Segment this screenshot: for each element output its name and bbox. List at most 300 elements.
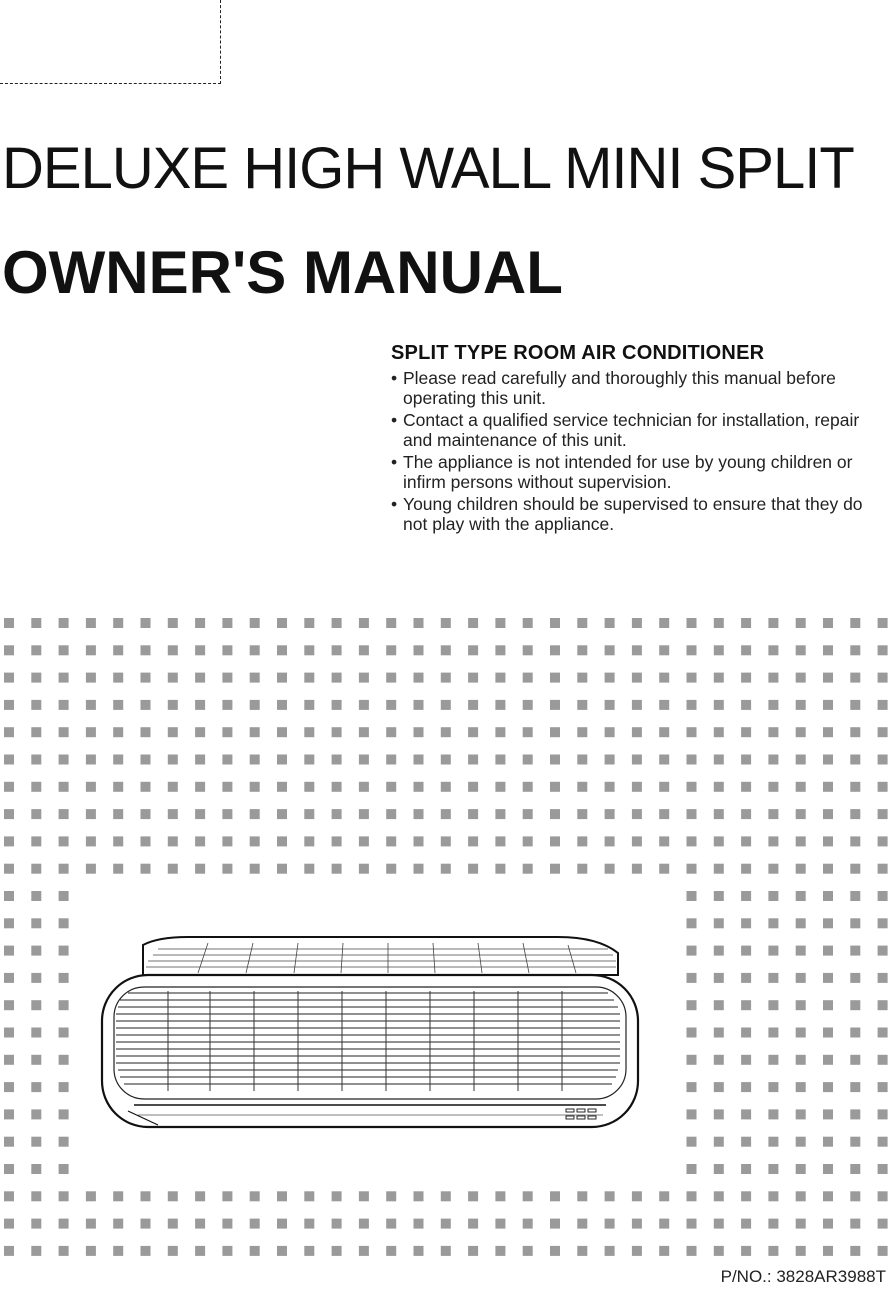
- pattern-dot: [168, 700, 178, 710]
- pattern-dot: [359, 1191, 369, 1201]
- pattern-dot: [768, 700, 778, 710]
- pattern-dot: [741, 782, 751, 792]
- pattern-dot: [277, 700, 287, 710]
- pattern-dot: [141, 1246, 151, 1256]
- pattern-dot: [550, 700, 560, 710]
- pattern-dot: [878, 891, 888, 901]
- pattern-dot: [86, 809, 96, 819]
- pattern-dot: [141, 727, 151, 737]
- pattern-dot: [250, 782, 260, 792]
- pattern-dot: [550, 836, 560, 846]
- pattern-dot: [386, 864, 396, 874]
- pattern-dot: [4, 809, 14, 819]
- pattern-dot: [878, 864, 888, 874]
- pattern-dot: [31, 1000, 41, 1010]
- pattern-dot: [714, 755, 724, 765]
- pattern-dot: [714, 946, 724, 956]
- pattern-dot: [878, 645, 888, 655]
- safety-note: • Please read carefully and thoroughly this manual before operating this unit.: [391, 369, 881, 408]
- pattern-dot: [414, 673, 424, 683]
- pattern-dot: [878, 973, 888, 983]
- pattern-dot: [195, 782, 205, 792]
- pattern-dot: [823, 1246, 833, 1256]
- pattern-dot: [823, 1082, 833, 1092]
- pattern-dot: [332, 645, 342, 655]
- pattern-dot: [441, 809, 451, 819]
- pattern-dot: [304, 1191, 314, 1201]
- pattern-dot: [687, 727, 697, 737]
- pattern-dot: [714, 1082, 724, 1092]
- pattern-dot: [359, 1219, 369, 1229]
- pattern-dot: [523, 673, 533, 683]
- part-number: P/NO.: 3828AR3988T: [720, 1267, 886, 1286]
- pattern-dot: [113, 645, 123, 655]
- pattern-dot: [304, 1219, 314, 1229]
- pattern-dot: [523, 618, 533, 628]
- pattern-dot: [359, 618, 369, 628]
- pattern-dot: [577, 1219, 587, 1229]
- pattern-dot: [386, 1191, 396, 1201]
- pattern-dot: [414, 864, 424, 874]
- pattern-dot: [59, 946, 69, 956]
- pattern-dot: [59, 1055, 69, 1065]
- pattern-dot: [878, 836, 888, 846]
- pattern-dot: [850, 1055, 860, 1065]
- pattern-dot: [796, 700, 806, 710]
- pattern-dot: [31, 1191, 41, 1201]
- pattern-dot: [113, 727, 123, 737]
- pattern-dot: [605, 618, 615, 628]
- pattern-dot: [495, 836, 505, 846]
- pattern-dot: [796, 1028, 806, 1038]
- pattern-dot: [823, 1164, 833, 1174]
- pattern-dot: [250, 700, 260, 710]
- pattern-dot: [741, 673, 751, 683]
- pattern-dot: [687, 1191, 697, 1201]
- pattern-dot: [605, 864, 615, 874]
- pattern-dot: [468, 836, 478, 846]
- pattern-dot: [277, 645, 287, 655]
- pattern-dot: [304, 700, 314, 710]
- pattern-dot: [386, 1246, 396, 1256]
- pattern-dot: [659, 645, 669, 655]
- pattern-dot: [277, 755, 287, 765]
- pattern-dot: [796, 727, 806, 737]
- pattern-dot: [86, 645, 96, 655]
- pattern-dot: [823, 1028, 833, 1038]
- pattern-dot: [195, 618, 205, 628]
- pattern-dot: [523, 727, 533, 737]
- pattern-dot: [768, 946, 778, 956]
- pattern-dot: [250, 755, 260, 765]
- pattern-dot: [386, 727, 396, 737]
- pattern-dot: [441, 755, 451, 765]
- pattern-dot: [59, 618, 69, 628]
- pattern-dot: [768, 973, 778, 983]
- pattern-dot: [86, 755, 96, 765]
- pattern-dot: [768, 864, 778, 874]
- pattern-dot: [4, 1055, 14, 1065]
- pattern-dot: [550, 1246, 560, 1256]
- pattern-dot: [59, 782, 69, 792]
- pattern-dot: [332, 782, 342, 792]
- pattern-dot: [714, 1219, 724, 1229]
- pattern-dot: [796, 1219, 806, 1229]
- pattern-dot: [850, 727, 860, 737]
- pattern-dot: [441, 1246, 451, 1256]
- pattern-dot: [577, 809, 587, 819]
- pattern-dot: [741, 645, 751, 655]
- pattern-dot: [414, 1219, 424, 1229]
- pattern-dot: [632, 700, 642, 710]
- pattern-dot: [823, 973, 833, 983]
- pattern-dot: [850, 1164, 860, 1174]
- pattern-dot: [4, 918, 14, 928]
- pattern-dot: [577, 755, 587, 765]
- pattern-dot: [741, 1109, 751, 1119]
- pattern-dot: [687, 1028, 697, 1038]
- pattern-dot: [441, 727, 451, 737]
- pattern-dot: [304, 673, 314, 683]
- pattern-dot: [523, 809, 533, 819]
- pattern-dot: [4, 891, 14, 901]
- pattern-dot: [714, 645, 724, 655]
- pattern-dot: [659, 1246, 669, 1256]
- pattern-dot: [823, 1000, 833, 1010]
- pattern-dot: [796, 1164, 806, 1174]
- pattern-dot: [495, 618, 505, 628]
- pattern-dot: [605, 1219, 615, 1229]
- pattern-dot: [687, 1219, 697, 1229]
- pattern-dot: [250, 618, 260, 628]
- pattern-dot: [168, 809, 178, 819]
- pattern-dot: [878, 946, 888, 956]
- pattern-dot: [4, 727, 14, 737]
- pattern-dot: [741, 755, 751, 765]
- pattern-dot: [195, 645, 205, 655]
- pattern-dot: [523, 1219, 533, 1229]
- pattern-dot: [714, 1000, 724, 1010]
- pattern-dot: [714, 973, 724, 983]
- pattern-dot: [768, 755, 778, 765]
- pattern-dot: [741, 1000, 751, 1010]
- pattern-dot: [632, 673, 642, 683]
- pattern-dot: [168, 1219, 178, 1229]
- pattern-dot: [577, 1246, 587, 1256]
- pattern-dot: [304, 782, 314, 792]
- pattern-dot: [796, 782, 806, 792]
- pattern-dot: [59, 1164, 69, 1174]
- pattern-dot: [386, 645, 396, 655]
- pattern-dot: [687, 782, 697, 792]
- pattern-dot: [796, 618, 806, 628]
- pattern-dot: [304, 1246, 314, 1256]
- pattern-dot: [31, 864, 41, 874]
- pattern-dot: [768, 1191, 778, 1201]
- pattern-dot: [222, 1219, 232, 1229]
- pattern-dot: [31, 755, 41, 765]
- pattern-dot: [823, 918, 833, 928]
- pattern-dot: [31, 1246, 41, 1256]
- pattern-dot: [796, 673, 806, 683]
- pattern-dot: [304, 645, 314, 655]
- pattern-dot: [687, 946, 697, 956]
- pattern-dot: [632, 1191, 642, 1201]
- pattern-dot: [768, 809, 778, 819]
- pattern-dot: [168, 755, 178, 765]
- pattern-dot: [195, 1246, 205, 1256]
- pattern-dot: [441, 673, 451, 683]
- pattern-dot: [414, 755, 424, 765]
- pattern-dot: [878, 618, 888, 628]
- pattern-dot: [31, 700, 41, 710]
- pattern-dot: [577, 727, 587, 737]
- pattern-dot: [523, 836, 533, 846]
- pattern-dot: [222, 1191, 232, 1201]
- pattern-dot: [850, 891, 860, 901]
- pattern-dot: [768, 1137, 778, 1147]
- pattern-dot: [768, 1219, 778, 1229]
- pattern-dot: [59, 1191, 69, 1201]
- pattern-dot: [441, 700, 451, 710]
- pattern-dot: [495, 1191, 505, 1201]
- pattern-dot: [878, 782, 888, 792]
- pattern-dot: [523, 864, 533, 874]
- pattern-dot: [59, 1028, 69, 1038]
- pattern-dot: [304, 618, 314, 628]
- pattern-dot: [59, 673, 69, 683]
- pattern-dot: [250, 645, 260, 655]
- pattern-dot: [605, 700, 615, 710]
- pattern-dot: [31, 1219, 41, 1229]
- pattern-dot: [632, 618, 642, 628]
- pattern-dot: [523, 1191, 533, 1201]
- pattern-dot: [59, 973, 69, 983]
- pattern-dot: [850, 1000, 860, 1010]
- pattern-dot: [59, 727, 69, 737]
- pattern-dot: [195, 836, 205, 846]
- safety-note: • Young children should be supervised to ensure that they do not play with the appliance.: [391, 495, 881, 534]
- pattern-dot: [878, 1164, 888, 1174]
- pattern-dot: [550, 782, 560, 792]
- pattern-dot: [577, 618, 587, 628]
- pattern-dot: [714, 1055, 724, 1065]
- pattern-dot: [632, 755, 642, 765]
- pattern-dot: [414, 1246, 424, 1256]
- pattern-dot: [222, 618, 232, 628]
- pattern-dot: [878, 700, 888, 710]
- pattern-dot: [113, 836, 123, 846]
- pattern-dot: [550, 809, 560, 819]
- pattern-dot: [195, 727, 205, 737]
- pattern-dot: [768, 836, 778, 846]
- pattern-dot: [304, 755, 314, 765]
- pattern-dot: [850, 1137, 860, 1147]
- pattern-dot: [632, 727, 642, 737]
- pattern-dot: [659, 700, 669, 710]
- pattern-dot: [4, 1137, 14, 1147]
- pattern-dot: [113, 618, 123, 628]
- pattern-dot: [304, 864, 314, 874]
- pattern-dot: [495, 1219, 505, 1229]
- pattern-dot: [687, 755, 697, 765]
- pattern-dot: [687, 1246, 697, 1256]
- pattern-dot: [550, 727, 560, 737]
- pattern-dot: [768, 1164, 778, 1174]
- pattern-dot: [86, 1246, 96, 1256]
- pattern-dot: [714, 1191, 724, 1201]
- pattern-dot: [796, 1137, 806, 1147]
- pattern-dot: [741, 973, 751, 983]
- pattern-dot: [222, 836, 232, 846]
- pattern-dot: [495, 864, 505, 874]
- pattern-dot: [659, 809, 669, 819]
- pattern-dot: [86, 727, 96, 737]
- pattern-dot: [31, 918, 41, 928]
- pattern-dot: [878, 1137, 888, 1147]
- pattern-dot: [823, 809, 833, 819]
- pattern-dot: [550, 1191, 560, 1201]
- pattern-dot: [31, 1109, 41, 1119]
- pattern-dot: [741, 809, 751, 819]
- pattern-dot: [741, 1082, 751, 1092]
- pattern-dot: [31, 645, 41, 655]
- pattern-dot: [768, 727, 778, 737]
- pattern-dot: [577, 864, 587, 874]
- pattern-dot: [31, 1028, 41, 1038]
- pattern-dot: [386, 836, 396, 846]
- pattern-dot: [59, 864, 69, 874]
- pattern-dot: [714, 1028, 724, 1038]
- pattern-dot: [4, 700, 14, 710]
- pattern-dot: [168, 782, 178, 792]
- pattern-dot: [386, 618, 396, 628]
- pattern-dot: [823, 755, 833, 765]
- pattern-dot: [277, 618, 287, 628]
- pattern-dot: [687, 645, 697, 655]
- pattern-dot: [687, 836, 697, 846]
- pattern-dot: [4, 864, 14, 874]
- pattern-dot: [386, 1219, 396, 1229]
- pattern-dot: [250, 809, 260, 819]
- pattern-dot: [687, 618, 697, 628]
- pattern-dot: [741, 1219, 751, 1229]
- pattern-dot: [4, 755, 14, 765]
- pattern-dot: [632, 836, 642, 846]
- pattern-dot: [687, 1164, 697, 1174]
- pattern-dot: [468, 618, 478, 628]
- pattern-dot: [823, 864, 833, 874]
- pattern-dot: [222, 1246, 232, 1256]
- pattern-dot: [468, 782, 478, 792]
- pattern-dot: [850, 809, 860, 819]
- pattern-dot: [605, 673, 615, 683]
- pattern-dot: [714, 1137, 724, 1147]
- pattern-dot: [113, 755, 123, 765]
- pattern-dot: [4, 618, 14, 628]
- pattern-dot: [823, 1191, 833, 1201]
- pattern-dot: [741, 836, 751, 846]
- pattern-dot: [359, 1246, 369, 1256]
- pattern-dot: [605, 727, 615, 737]
- pattern-dot: [414, 1191, 424, 1201]
- pattern-dot: [113, 1219, 123, 1229]
- pattern-dot: [59, 1246, 69, 1256]
- pattern-dot: [141, 618, 151, 628]
- pattern-dot: [113, 673, 123, 683]
- pattern-dot: [468, 809, 478, 819]
- pattern-dot: [4, 782, 14, 792]
- pattern-dot: [878, 1191, 888, 1201]
- pattern-dot: [768, 618, 778, 628]
- pattern-dot: [414, 618, 424, 628]
- air-conditioner-unit-icon: [98, 935, 643, 1135]
- pattern-dot: [468, 727, 478, 737]
- pattern-dot: [823, 1055, 833, 1065]
- pattern-dot: [687, 1137, 697, 1147]
- pattern-dot: [550, 864, 560, 874]
- pattern-dot: [714, 673, 724, 683]
- pattern-dot: [414, 727, 424, 737]
- pattern-dot: [577, 645, 587, 655]
- pattern-dot: [768, 673, 778, 683]
- pattern-dot: [332, 1246, 342, 1256]
- pattern-dot: [31, 1164, 41, 1174]
- pattern-dot: [878, 1219, 888, 1229]
- pattern-dot: [850, 1082, 860, 1092]
- pattern-dot: [386, 782, 396, 792]
- pattern-dot: [687, 1109, 697, 1119]
- pattern-dot: [113, 1246, 123, 1256]
- pattern-dot: [222, 755, 232, 765]
- pattern-dot: [168, 645, 178, 655]
- pattern-dot: [687, 973, 697, 983]
- pattern-dot: [59, 836, 69, 846]
- pattern-dot: [850, 700, 860, 710]
- pattern-dot: [850, 946, 860, 956]
- pattern-dot: [495, 673, 505, 683]
- pattern-dot: [823, 946, 833, 956]
- document-title: OWNER'S MANUAL: [2, 239, 563, 306]
- pattern-dot: [878, 755, 888, 765]
- pattern-dot: [31, 809, 41, 819]
- pattern-dot: [168, 864, 178, 874]
- pattern-dot: [850, 645, 860, 655]
- pattern-dot: [823, 645, 833, 655]
- pattern-dot: [195, 700, 205, 710]
- pattern-dot: [59, 1082, 69, 1092]
- pattern-dot: [741, 946, 751, 956]
- pattern-dot: [168, 673, 178, 683]
- pattern-dot: [222, 809, 232, 819]
- pattern-dot: [304, 809, 314, 819]
- pattern-dot: [332, 727, 342, 737]
- pattern-dot: [441, 864, 451, 874]
- pattern-dot: [332, 755, 342, 765]
- pattern-dot: [850, 864, 860, 874]
- pattern-dot: [659, 673, 669, 683]
- pattern-dot: [741, 727, 751, 737]
- pattern-dot: [168, 1191, 178, 1201]
- pattern-dot: [359, 864, 369, 874]
- pattern-dot: [195, 809, 205, 819]
- pattern-dot: [768, 645, 778, 655]
- pattern-dot: [523, 782, 533, 792]
- pattern-dot: [4, 946, 14, 956]
- pattern-dot: [577, 782, 587, 792]
- pattern-dot: [359, 645, 369, 655]
- pattern-dot: [523, 700, 533, 710]
